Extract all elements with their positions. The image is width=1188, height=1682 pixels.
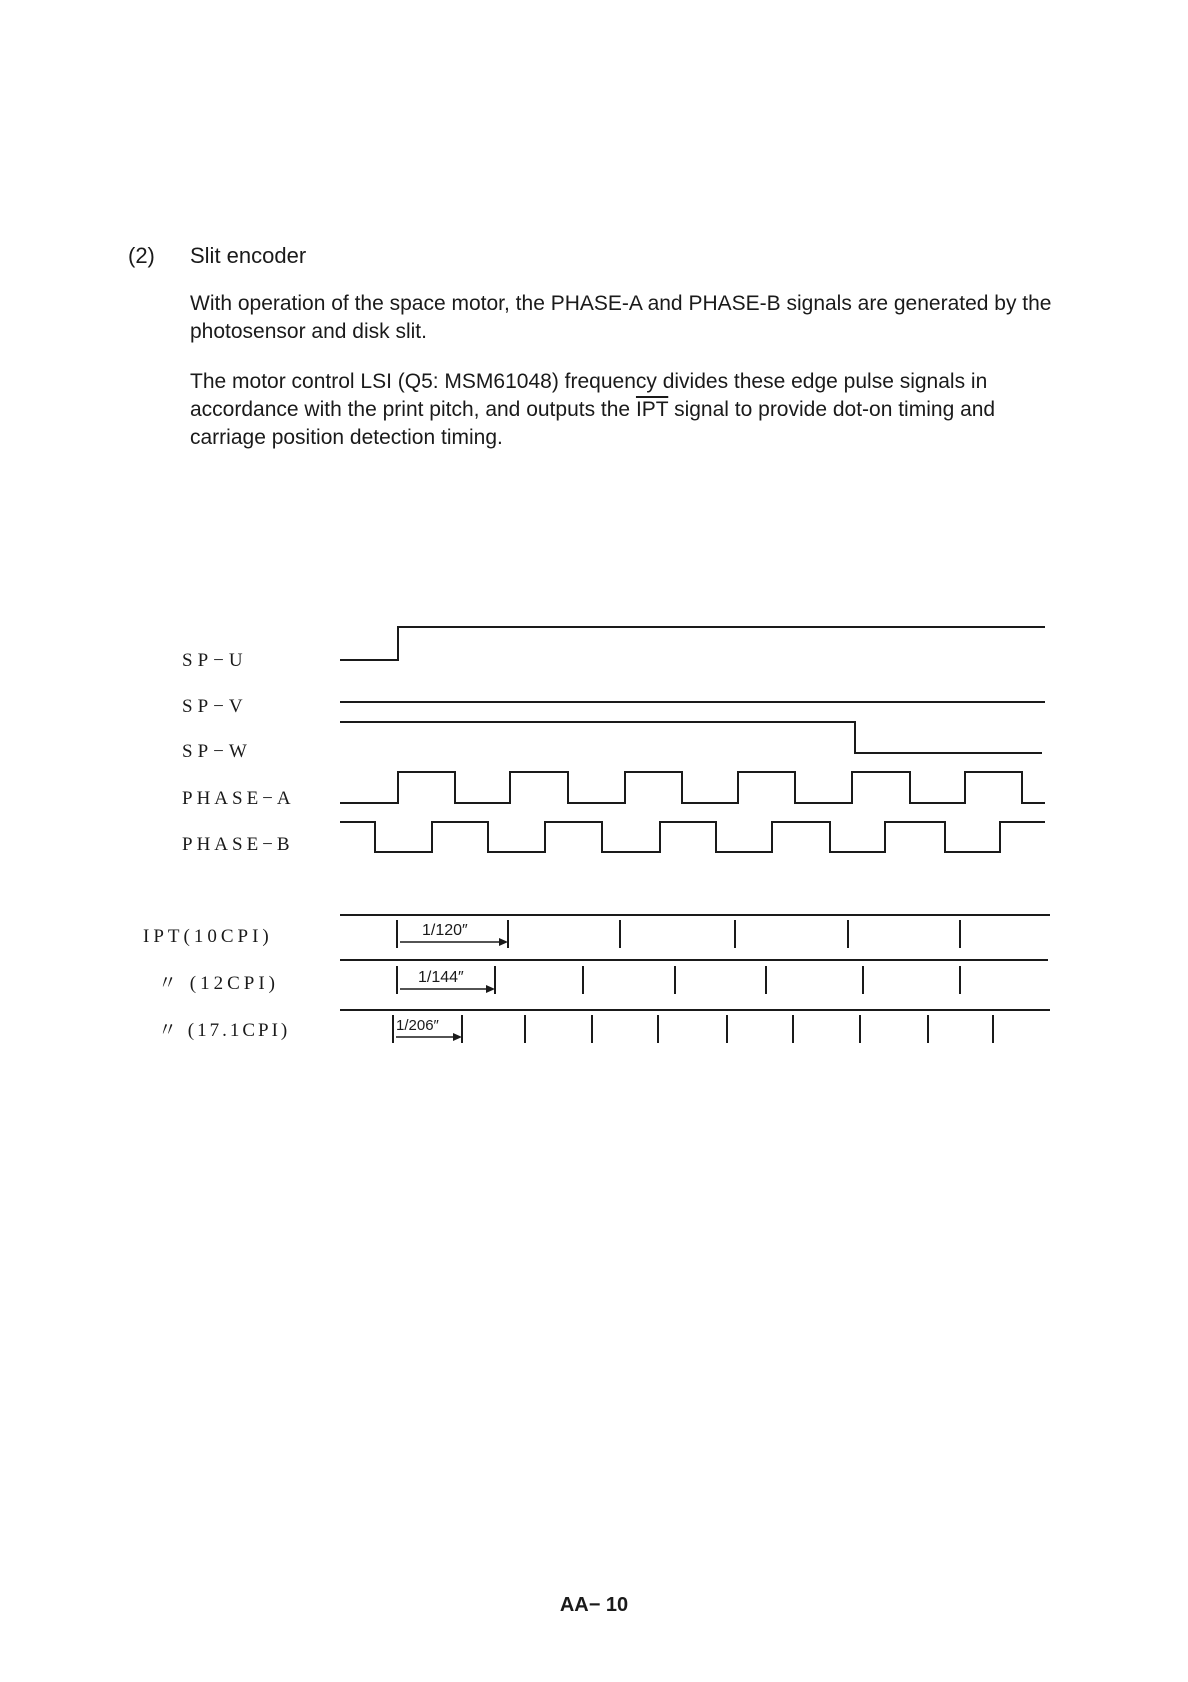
timing-diagram: [0, 600, 1188, 1080]
signal-label-phase-a: PHASE−A: [182, 788, 295, 809]
interval-label-10cpi: 1/120″: [422, 922, 468, 939]
phase-b-waveform: [340, 822, 1045, 852]
arrowhead: [453, 1033, 462, 1041]
ipt-label-12cpi: 〃 (12CPI): [158, 973, 279, 994]
section-number: (2): [128, 243, 155, 268]
phase-a-waveform: [340, 772, 1045, 803]
arrowhead: [499, 938, 508, 946]
sp-u-waveform: [340, 627, 1045, 660]
interval-label-17cpi: 1/206″: [396, 1017, 439, 1034]
signal-label-sp-v: SP−V: [182, 696, 248, 717]
signal-label-sp-u: SP−U: [182, 650, 248, 671]
paragraph-phase-signals: With operation of the space motor, the PHASE-A and PHASE-B signals are generated by the photosensor and disk slit.: [190, 292, 1052, 343]
ipt-label-17cpi: 〃 (17.1CPI): [158, 1020, 291, 1041]
paragraph-text-part: The motor control LSI (Q5: MSM61048) frequency divides these edge pulse signals in accordance with the print pitch, and outputs the: [190, 370, 988, 421]
paragraph-motor-control: [190, 368, 1060, 452]
arrowhead: [486, 985, 495, 993]
signal-label-sp-w: SP−W: [182, 741, 252, 762]
interval-label-12cpi: 1/144″: [418, 969, 464, 986]
section-title: Slit encoder: [190, 243, 307, 268]
paragraph-text-part: signal to provide dot-on timing and carriage position detection timing.: [190, 398, 996, 449]
sp-w-waveform: [340, 722, 1042, 753]
ipt-signal-name: $\overline{IPT}$: [635, 398, 669, 421]
ipt-label-10cpi: IPT(10CPI): [143, 926, 273, 947]
page-number: AA− 10: [559, 1594, 629, 1616]
signal-label-phase-b: PHASE−B: [182, 834, 294, 855]
